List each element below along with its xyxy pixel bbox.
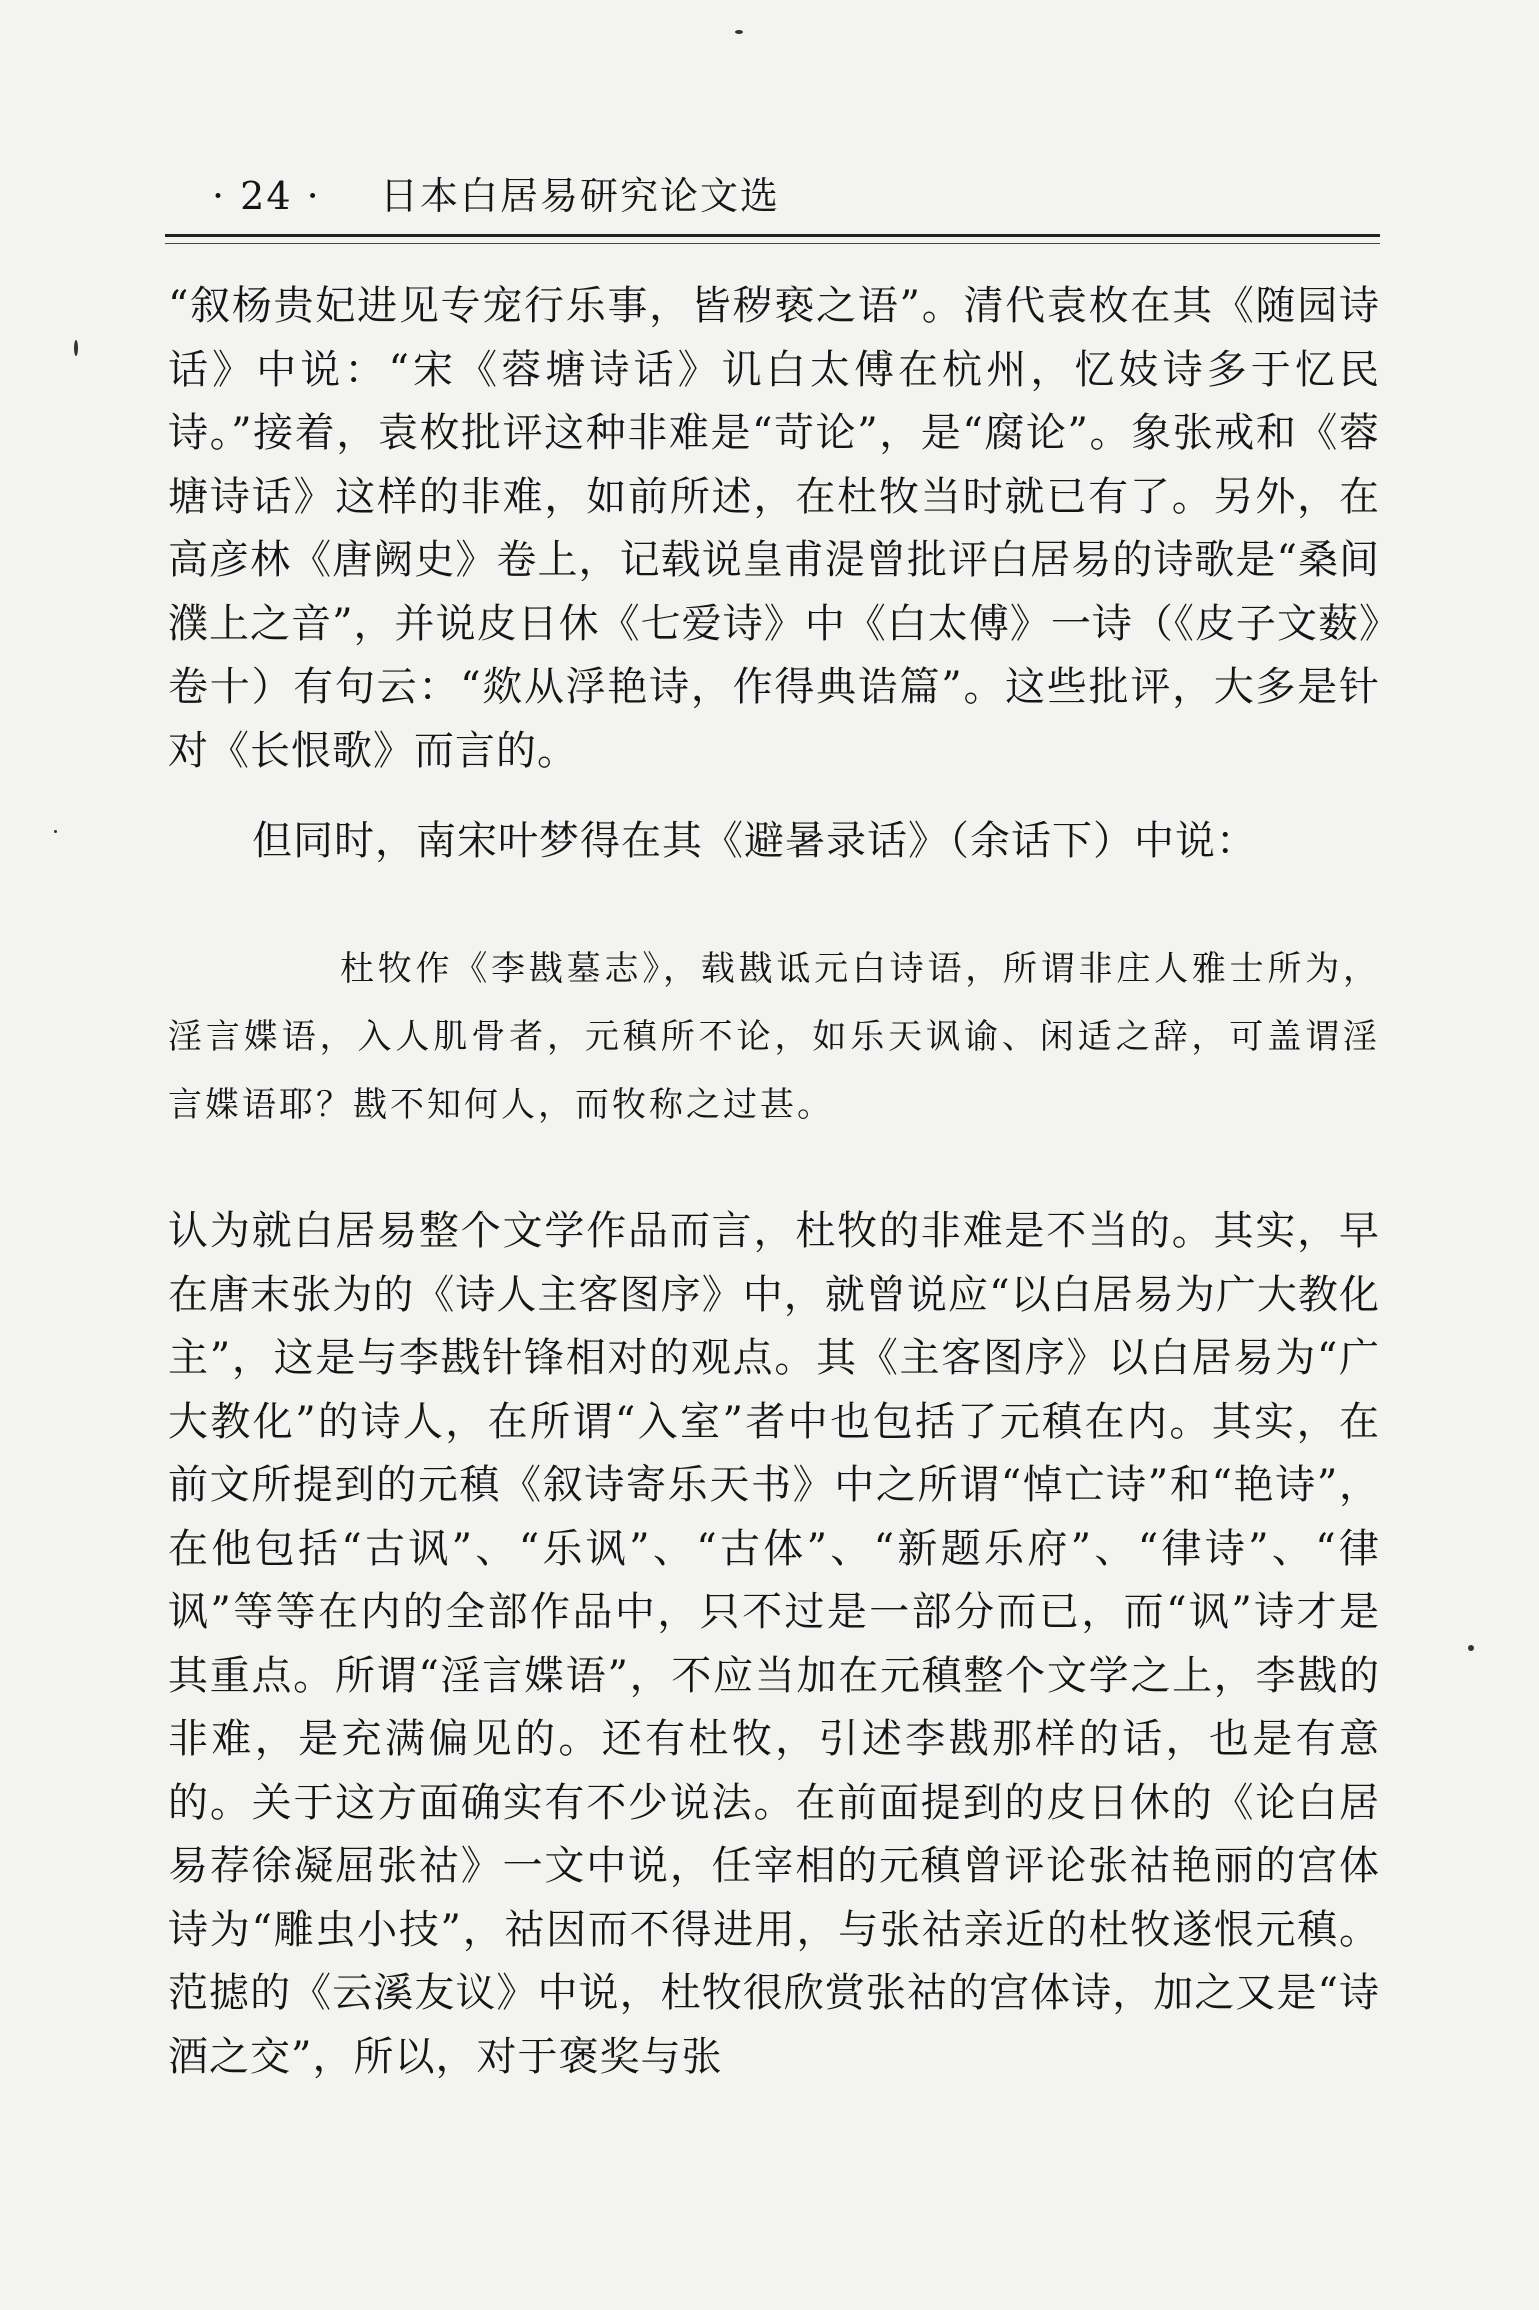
body-paragraph-3: 认为就白居易整个文学作品而言，杜牧的非难是不当的。其实，早在唐末张为的《诗人主客图序》中，就曾说应“以白居易为广大教化主”，这是与李戡针锋相对的观点。其《主客图序》以白居易为“广大教化”的诗人，在所谓“入室”者中也包括了元稹在内。其实，在前文所提到的元稹《叙诗寄乐天书》中之所谓“悼亡诗”和“艳诗”，在他包括“古讽”、“乐讽”、“古体”、“新题乐府”、“律诗”、“律讽”等等在内的全部作品中，只不过是一部分而已，而“讽”诗才是其重点。所谓“淫言媟语”，不应当加在元稹整个文学之上，李戡的非难，是充满偏见的。还有杜牧，引述李戡那样的话，也是有意的。关于这方面确实有不少说法。在前面提到的皮日休的《论白居易荐徐凝屈张祜》一文中说，任宰相的元稹曾评论张祜艳丽的宫体诗为“雕虫小技”，祜因而不得进用，与张祜亲近的杜牧遂恨元稹。范摅的《云溪友议》中说，杜牧很欣赏张祜的宫体诗，加之又是“诗酒之交”，所以，对于褒奖与张 — [168, 1208, 1380, 2080]
print-speck — [1468, 1645, 1474, 1651]
page-header — [212, 168, 1382, 224]
running-title: 日本白居易研究论文选 — [380, 174, 781, 218]
header-rule-thin — [165, 243, 1380, 244]
page-number: · 24 · — [212, 174, 321, 218]
block-quote: 杜牧作《李戡墓志》，载戡诋元白诗语，所谓非庄人雅士所为，淫言媟语，入人肌骨者，元稹所不论，如乐天讽谕、闲适之辞，可盖谓淫言媟语耶？戡不知何人，而牧称之过甚。 — [168, 949, 1380, 1125]
print-speck — [54, 830, 57, 833]
body-paragraph-2: 但同时，南宋叶梦得在其《避暑录话》（余话下）中说： — [252, 818, 1257, 864]
header-rule-thick — [165, 234, 1380, 237]
print-speck — [74, 340, 78, 356]
print-speck — [735, 30, 743, 34]
body-paragraph-1: “叙杨贵妃进见专宠行乐事，皆秽亵之语”。清代袁枚在其《随园诗话》中说：“宋《蓉塘诗话》讥白太傅在杭州，忆妓诗多于忆民诗。”接着，袁枚批评这种非难是“苛论”，是“腐论”。象张戒和《蓉塘诗话》这样的非难，如前所述，在杜牧当时就已有了。另外，在高彦林《唐阙史》卷上，记载说皇甫湜曾批评白居易的诗歌是“桑间濮上之音”，并说皮日休《七爱诗》中《白太傅》一诗（《皮子文薮》卷十）有句云：“欻从浮艳诗，作得典诰篇”。这些批评，大多是针对《长恨歌》而言的。 — [168, 283, 1380, 774]
